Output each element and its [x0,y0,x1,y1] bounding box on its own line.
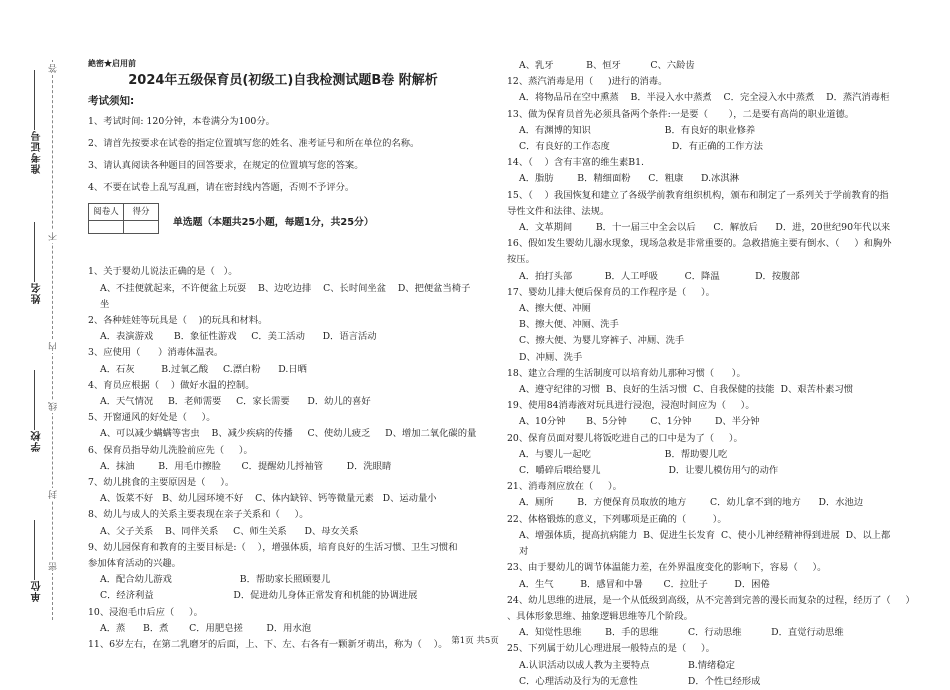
notice-heading: 考试须知: [88,95,135,108]
question-stem: 18、建立合理的生活制度可以培育幼儿那种习惯（ ）。 [507,367,746,379]
question-stem: 22、体格锻炼的意义，下列哪项是正确的（ ）。 [507,513,727,525]
notice-list [88,114,478,197]
score-cell[interactable] [124,221,159,234]
answer-options: A、饭菜不好 B、幼儿园环境不好 C、体内缺锌、钙等微量元素 D、运动量小 [100,493,437,505]
seal-char: 封 [49,490,59,499]
answer-options: A、可以减少螨螨等害虫 B、减少疾病的传播 C、使幼儿疲乏 D、增加二氧化碳的量 [100,428,477,440]
question-stem: 11、6岁左右，在第二乳磨牙的后面，上、下、左、右各有一颗新牙萌出，称为（ ）。 [88,639,448,651]
answer-options: A、擦大便、冲厕 [519,303,591,315]
binding-fill-line[interactable] [34,370,35,430]
question-list-left [88,264,478,653]
answer-options: A、不挂便就起来，不许便盆上玩耍 B、边吃边排 C、长时间坐盆 D、把便盆当椅子 [100,282,471,294]
answer-options: A．抹油 B．用毛巾擦脸 C．提醒幼儿捋袖管 D．洗眼睛 [100,460,392,472]
page-footer: 第1页 共5页 [451,636,499,646]
question-stem: 21、消毒剂应放在（ ）。 [507,481,622,493]
answer-options: A、遵守纪律的习惯 B、良好的生活习惯 C、自我保健的技能 D、艰苦朴素习惯 [519,384,854,396]
answer-options: C、擦大便、为婴儿穿裤子、冲厕、洗手 [519,335,685,347]
section-title: 单选题（本题共25小题，每题1分，共25分） [173,217,374,229]
answer-options: B、擦大便、冲厕、洗手 [519,319,619,331]
left-column [88,55,478,653]
question-stem: 19、使用84消毒液对玩具进行浸泡，浸泡时间应为（ ）。 [507,400,755,412]
page-title: 2024年五级保育员(初级工)自我检测试题B卷 附解析 [128,73,438,89]
question-stem: 1、关于婴幼儿说法正确的是（ ）。 [88,266,238,278]
answer-options: A．有渊博的知识 B．有良好的职业修养 [519,124,756,136]
answer-options: C．有良好的工作态度 D．有正确的工作方法 [519,141,763,153]
notice-item: 4、不要在试卷上乱写乱画，请在密封线内答题，否则不予评分。 [88,182,355,194]
score-row [88,202,478,234]
question-stem: 7、幼儿挑食的主要原因是（ ）。 [88,477,235,489]
answer-options: A．将物品吊在空中熏蒸 B．半浸入水中蒸煮 C．完全浸入水中蒸煮 D．蒸汽消毒柜 [519,92,890,104]
question-stem: 17、婴幼儿排大便后保育员的工作程序是（ ）。 [507,286,715,298]
answer-options: A、父子关系 B、同伴关系 C、师生关系 D、母女关系 [100,525,359,537]
question-stem: 12、蒸汽消毒是用（ )进行的消毒。 [507,76,668,88]
answer-options: C．心理活动及行为的无意性 D．个性已经形成 [519,675,761,687]
binding-fill-line[interactable] [34,70,35,130]
answer-options: A、增强体质，提高抗病能力 B、促进生长发育 C、使小儿神经精神得到进展 D、以上都 [519,529,891,541]
answer-options: A．石灰 B.过氧乙酸 C.漂白粉 D.日晒 [100,363,307,375]
question-stem: 6、保育员指导幼儿洗脸前应先（ ）。 [88,444,253,456]
binding-margin [0,0,80,671]
answer-options: D、冲厕、洗手 [519,351,583,363]
seal-char: 密 [49,562,59,571]
question-stem: 24、幼儿思维的进展，是一个从低级到高级，从不完善到完善的漫长而复杂的过程，经历了（ ） 、具体形象思维、抽象逻辑思维等几个阶段。 [507,594,915,622]
notice-item: 2、请首先按要求在试卷的指定位置填写您的姓名、准考证号和所在单位的名称。 [88,137,420,149]
seal-char: 不 [49,232,59,241]
binding-fill-line[interactable] [34,520,35,580]
question-stem: 25、下列属于幼儿心理进展一般特点的是（ ）。 [507,643,715,655]
question-stem: 23、由于婴幼儿的调节体温能力差，在外界温度变化的影响下，容易（ ）。 [507,562,827,574]
answer-options: C．经济利益 D．促进幼儿身体正常发育和机能的协调进展 [100,590,418,602]
answer-options: A．脂肪 B．精细面粉 C．粗康 D.冰淇淋 [519,173,739,185]
question-stem: 20、保育员面对婴儿将饭吃进自己的口中是为了（ ）。 [507,432,743,444]
question-stem: 5、开窗通风的好处是（ ）。 [88,412,216,424]
answer-options: A.认识活动以成人教为主要特点 B.情绪稳定 [519,659,735,671]
question-stem: 14、（ ）含有丰富的维生素B1. [507,157,644,169]
binding-fill-line[interactable] [34,222,35,282]
seal-char: 内 [49,342,59,351]
score-label: 得分 [124,203,159,220]
answer-options: 坐 [100,298,110,310]
binding-field-label: 单位 [32,580,43,602]
answer-options: C．嚼碎后喂给婴儿 D．让婴儿模仿用勺的动作 [519,465,779,477]
seal-char: 答 [49,64,59,73]
binding-field-label: 姓名 [32,282,43,304]
answer-options: A．天气情况 B．老师需要 C．家长需要 D．幼儿的喜好 [100,396,371,408]
grader-cell[interactable] [89,221,124,234]
grader-label: 阅卷人 [89,203,124,220]
question-stem: 10、浸泡毛巾后应（ ）。 [88,606,203,618]
answer-options: A．知觉性思维 B．手的思维 C．行动思维 D．直觉行动思维 [519,627,844,639]
binding-field-label: 学校 [32,430,43,452]
answer-options: A．配合幼儿游戏 B．帮助家长照顾婴儿 [100,574,331,586]
question-stem: 3、应使用（ ）消毒体温表。 [88,347,224,359]
question-stem: 16、假如发生婴幼儿溺水现象，现场急救是非常重要的。急救措施主要有倒水、（ ）和胸外 按压。 [507,238,892,266]
question-stem: 4、育员应根据（ ）做好水温的控制。 [88,379,255,391]
answer-options: A．蒸 B．煮 C．用肥皂搓 D．用水泡 [100,622,312,634]
notice-item: 1、考试时间: 120分钟，本卷满分为100分。 [88,115,275,127]
question-list-right [507,58,927,690]
binding-field-label: 准考证号 [32,130,43,174]
answer-options: A．拍打头部 B．人工呼吸 C．降温 D．按腹部 [519,270,800,282]
answer-options: A．与婴儿一起吃 B．帮助婴儿吃 [519,448,728,460]
answer-options: A、乳牙 B、恒牙 C、六龄齿 [519,60,695,71]
answer-options: A．生气 B．感冒和中暑 C．拉肚子 D．困倦 [519,578,770,590]
answer-options: A、10分钟 B、5分钟 C、1分钟 D、半分钟 [519,416,760,428]
question-stem: 9、幼儿园保育和教育的主要目标是:（ ），增强体质，培育良好的生活习惯、卫生习惯和 参加体育活动的兴趣。 [88,541,458,570]
answer-options: 对 [519,546,529,558]
seal-char: 线 [49,402,59,411]
answer-options: A．厕所 B．方便保育员取放的地方 C．幼儿拿不到的地方 D．水池边 [519,497,864,509]
notice-item: 3、请认真阅读各种题目的回答要求，在规定的位置填写您的答案。 [88,160,364,172]
question-stem: 8、幼儿与成人的关系主要表现在亲子关系和（ ）。 [88,509,309,521]
answer-options: A．表演游戏 B．象征性游戏 C．美工活动 D．语言活动 [100,331,377,343]
question-stem: 2、各种娃娃等玩具是（ )的玩具和材料。 [88,315,268,327]
score-table [88,203,159,234]
right-column [507,58,927,690]
question-stem: 15、（ ）我国恢复和建立了各级学前教育组织机构，颁布和制定了一系列关于学前教育的指 导性文件和法律、法规。 [507,189,889,217]
question-stem: 13、做为保育员首先必须具备两个条件:一是要（ ），二是要有高尚的职业道德。 [507,108,855,120]
answer-options: A．文革期间 B．十一届三中全会以后 C．解放后 D．进，20世纪90年代以来 [519,222,891,234]
secret-mark: 絶密★启用前 [88,58,136,68]
